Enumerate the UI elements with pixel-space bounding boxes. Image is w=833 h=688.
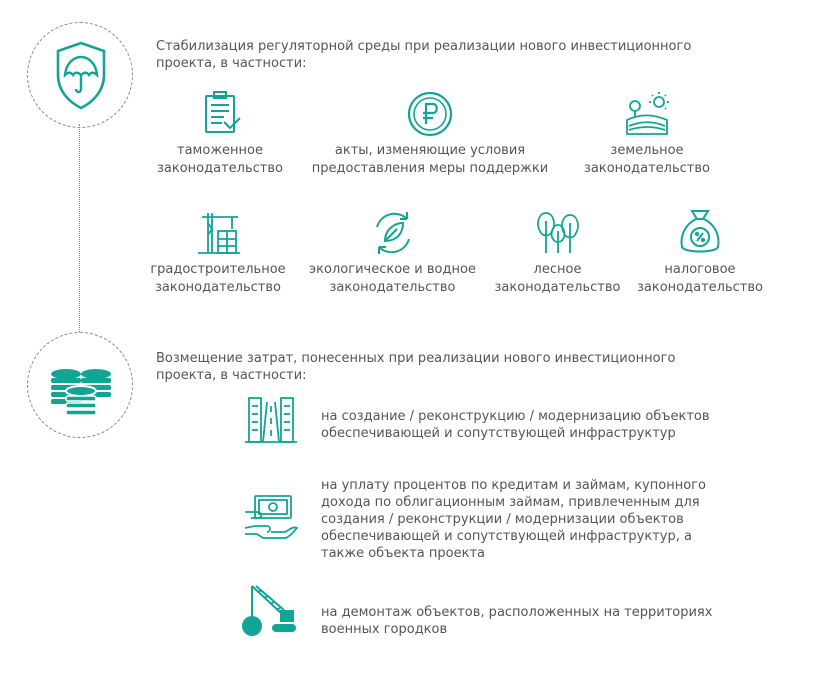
section2-heading-line1: Возмещение затрат, понесенных при реализации нового инвестиционного [156,351,676,366]
item-customs [150,88,290,178]
tax-bag-icon [674,207,726,259]
item-urban [143,207,293,297]
money-hand-icon [241,490,301,550]
item-tax [630,207,770,297]
item-eco-line2: законодательство [329,280,456,295]
cost-item-interest-line2: дохода по облигационным займам, привлеченным для [321,495,700,510]
land-field-icon [621,88,673,140]
timeline-connector [79,124,80,332]
cost-item-interest-line5: также объекта проекта [321,546,486,561]
item-eco [305,207,480,297]
item-tax-line1: налоговое [664,262,736,277]
eco-leaf-icon [367,207,419,259]
item-support-acts-line1: акты, изменяющие условия [334,143,526,158]
cost-item-interest-line4: обеспечивающей и сопутствующей инфраструктур, а [321,529,692,544]
section2-heading-line2: проекта, в частности: [156,368,307,383]
section1-heading [156,38,756,72]
item-forest-line1: лесное [533,262,582,277]
item-forest [490,207,625,297]
item-land-line1: земельное [610,143,684,158]
cost-item-demolition-line2: военных городков [321,622,448,637]
item-support-acts-line2: предоставления меры поддержки [311,161,549,176]
section1-heading-line1: Стабилизация регуляторной среды при реализации нового инвестиционного [156,39,692,54]
item-urban-line2: законодательство [155,280,281,295]
cost-item-infrastructure-line2: обеспечивающей и сопутствующей инфраструктур [321,426,676,441]
item-land-line2: законодательство [584,161,710,176]
coin-stacks-icon [28,333,134,439]
cost-item-demolition-line1: на демонтаж объектов, расположенных на территориях [321,605,713,620]
forest-trees-icon [532,207,584,259]
item-tax-line2: законодательство [637,280,763,295]
section2-heading [156,350,756,384]
item-land [577,88,717,178]
item-eco-line1: экологическое и водное [309,262,476,277]
item-support-acts [305,88,555,178]
infrastructure-road-icon [243,392,299,448]
coins-circle [27,332,133,438]
item-forest-line2: законодательство [494,280,621,295]
section1-heading-line2: проекта, в частности: [156,56,307,71]
cost-item-infrastructure-line1: на создание / реконструкцию / модернизацию объектов [321,409,710,424]
item-customs-line1: таможенное [177,143,263,158]
customs-document-icon [194,88,246,140]
construction-crane-icon [192,207,244,259]
cost-item-infrastructure [321,408,710,442]
umbrella-shield-icon [28,23,134,129]
item-customs-line2: законодательство [157,161,283,176]
item-urban-line1: градостроительное [150,262,286,277]
demolition-crane-icon [238,580,300,642]
umbrella-shield-circle [27,22,133,128]
cost-item-interest-line3: создания / реконструкции / модернизации объектов [321,512,684,527]
cost-item-interest-line1: на уплату процентов по кредитам и займам, купонного [321,478,706,493]
ruble-coin-icon [404,88,456,140]
cost-item-demolition [321,604,712,638]
cost-item-interest [321,477,706,562]
